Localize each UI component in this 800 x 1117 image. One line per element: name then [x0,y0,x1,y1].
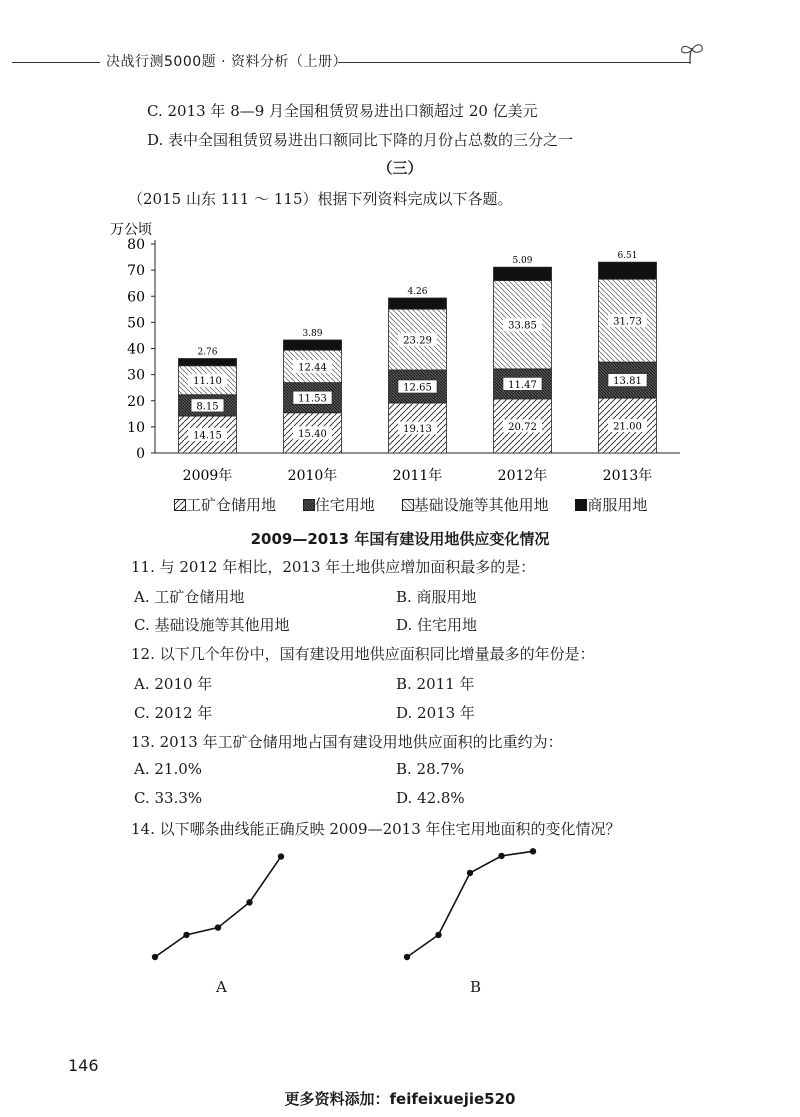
y-tick-label: 10 [127,419,145,436]
question-12-option-c: C. 2012 年 [134,704,213,722]
x-tick-label: 2012年 [497,468,548,484]
bar-value-label: 19.13 [403,424,432,436]
legend-label: 商服用地 [587,496,648,514]
prev-option-d: D. 表中全国租赁贸易进出口额同比下降的月份占总数的三分之一 [147,131,574,149]
question-11-option-d: D. 住宅用地 [396,616,478,634]
curve-a-point [215,924,221,930]
bar-segment-commercial [284,340,342,350]
legend-swatch-diagonal-icon [174,499,186,511]
legend-swatch-solid-icon [575,499,587,511]
y-tick-label: 0 [136,446,145,462]
y-tick-label: 80 [127,237,145,253]
bar-value-label: 3.89 [302,328,323,339]
option-curves [140,840,560,1000]
bar-value-label: 14.15 [193,430,222,442]
curve-a-point [246,899,252,905]
bar-value-label: 8.15 [196,401,219,413]
bar-value-label: 6.51 [617,251,638,262]
question-12-option-d: D. 2013 年 [396,704,475,722]
question-11-option-a: A. 工矿仓储用地 [134,588,245,606]
page-number: 146 [68,1056,99,1075]
legend-swatch-dense-icon [303,499,315,511]
bar-value-label: 12.44 [298,362,327,374]
question-12-stem: 12. 以下几个年份中，国有建设用地供应面积同比增量最多的年份是： [131,645,595,663]
curve-a-label: A [216,978,227,996]
y-tick-label: 30 [127,367,145,384]
curve-a-point [152,954,158,960]
legend-item-infrastructure [402,494,549,515]
sprout-icon [676,40,708,66]
curve-b-point [435,932,441,938]
header-rule-right [338,62,690,63]
question-11-option-b: B. 商服用地 [396,588,477,606]
legend-item-commercial [575,494,647,515]
bar-value-label: 20.72 [508,421,537,433]
bar-value-label: 31.73 [613,316,642,328]
question-13-option-a: A. 21.0% [134,760,203,778]
curve-b-point [498,853,504,859]
curve-a-point [183,932,189,938]
bar-value-label: 5.09 [512,256,533,267]
running-header: 决战行测5000题 · 资料分析（上册） [106,54,347,70]
bar-value-label: 23.29 [403,335,432,347]
bar-value-label: 11.47 [508,379,537,391]
section-intro: （2015 山东 111 ～ 115）根据下列资料完成以下各题。 [128,190,513,208]
legend-item-residential [303,494,375,515]
bar-value-label: 4.26 [407,287,428,298]
question-13-option-b: B. 28.7% [396,760,465,778]
chart-title: 2009—2013 年国有建设用地供应变化情况 [250,530,550,548]
curve-a-line [155,857,281,957]
bar-segment-commercial [389,298,447,309]
y-tick-label: 50 [127,315,145,332]
y-tick-label: 70 [127,263,145,280]
stacked-bar-chart [100,212,700,522]
footer-note: 更多资料添加：feifeixuejie520 [284,1090,516,1108]
curve-b-point [467,870,473,876]
bar-value-label: 11.10 [193,376,222,388]
question-13-stem: 13. 2013 年工矿仓储用地占国有建设用地供应面积的比重约为： [131,733,563,751]
y-tick-label: 40 [127,341,145,358]
bar-segment-commercial [179,359,237,366]
y-axis-unit-label: 万公顷 [110,222,152,238]
question-13-option-c: C. 33.3% [134,789,203,807]
curve-a-point [278,853,284,859]
legend-swatch-back-diagonal-icon [402,499,414,511]
question-11-stem: 11. 与 2012 年相比，2013 年土地供应增加面积最多的是： [131,558,536,576]
question-14-stem: 14. 以下哪条曲线能正确反映 2009—2013 年住宅用地面积的变化情况？ [131,820,621,838]
question-12-option-a: A. 2010 年 [134,675,213,693]
bar-value-label: 21.00 [613,421,642,433]
section-title: （三） [377,159,423,177]
bar-value-label: 13.81 [613,376,642,388]
x-tick-label: 2011年 [392,468,443,484]
prev-option-c: C. 2013 年 8—9 月全国租赁贸易进出口额超过 20 亿美元 [147,102,538,120]
curve-b-label: B [470,978,482,996]
legend-label: 工矿仓储用地 [186,496,277,514]
bar-value-label: 2.76 [197,347,218,358]
question-12-option-b: B. 2011 年 [396,675,475,693]
curve-b-point [404,954,410,960]
bar-segment-commercial [599,262,657,279]
curve-b-point [530,848,536,854]
legend-label: 基础设施等其他用地 [413,496,549,514]
bar-value-label: 12.65 [403,382,432,394]
bar-value-label: 11.53 [298,393,327,405]
bar-segment-commercial [494,267,552,280]
legend-item-industrial [174,494,276,515]
question-11-option-c: C. 基础设施等其他用地 [134,616,290,634]
y-tick-label: 20 [127,393,145,410]
x-tick-label: 2009年 [182,468,233,484]
bar-value-label: 33.85 [508,320,537,332]
y-tick-label: 60 [127,289,145,306]
chart-legend [174,494,648,514]
curve-b-line [407,851,533,957]
question-13-option-d: D. 42.8% [396,789,465,807]
bar-value-label: 15.40 [298,428,327,440]
x-tick-label: 2013年 [602,468,653,484]
legend-label: 住宅用地 [314,496,375,514]
header-rule-left [12,62,100,63]
x-tick-label: 2010年 [287,468,338,484]
